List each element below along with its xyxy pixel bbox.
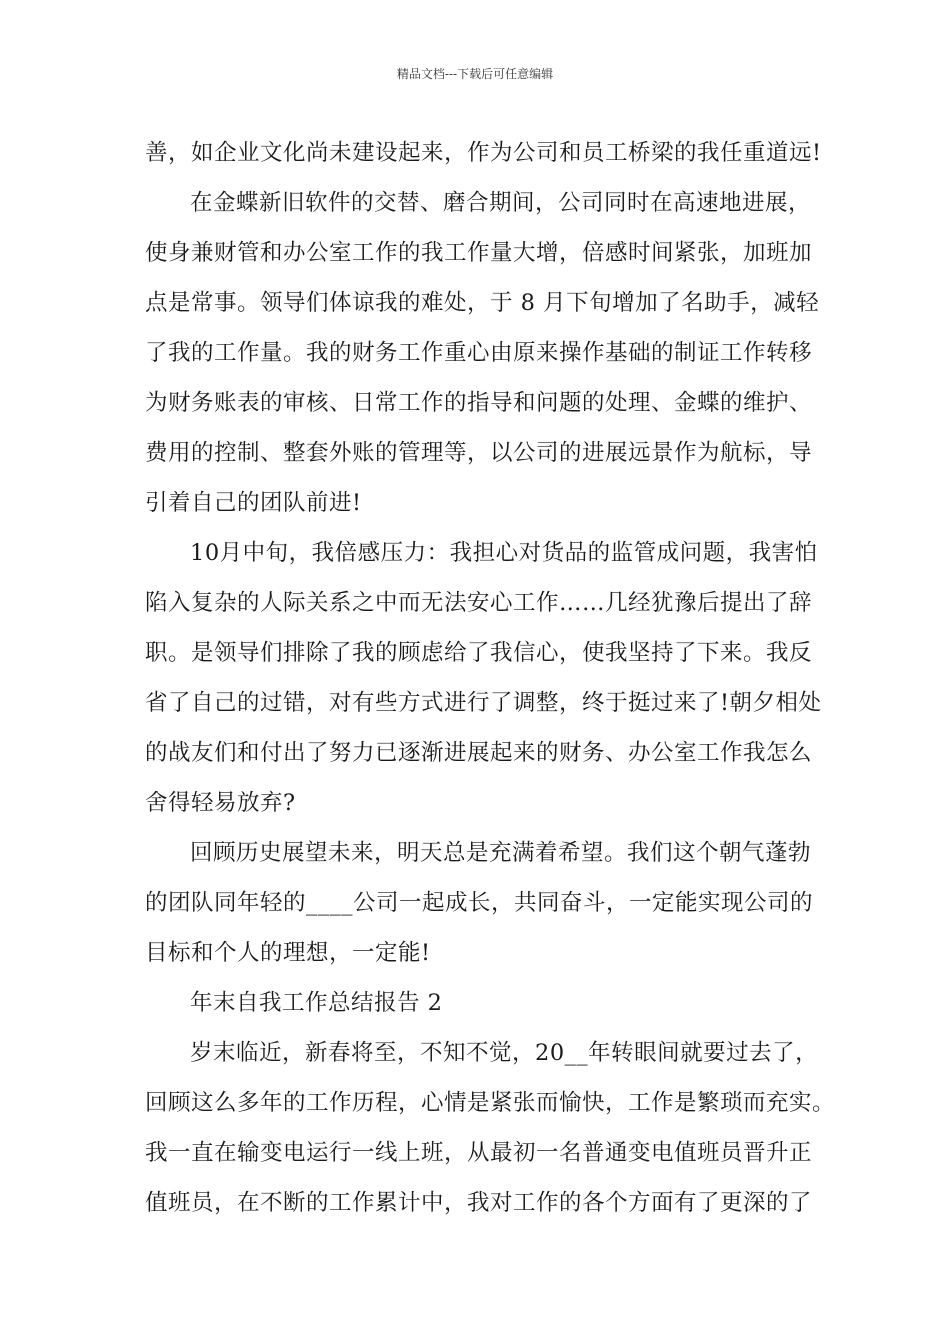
text-line: 陷入复杂的人际关系之中而无法安心工作……几经犹豫后提出了辞 xyxy=(145,590,813,616)
text-line: 我一直在输变电运行一线上班，从最初一名普通变电值班员晋升正 xyxy=(145,1140,813,1166)
text-line: 舍得轻易放弃? xyxy=(145,790,296,816)
text-line: 目标和个人的理想，一定能! xyxy=(145,940,431,966)
text-line: 点是常事。领导们体谅我的难处，于 8 月下旬增加了名助手，减轻 xyxy=(145,290,820,316)
text-line: 了我的工作量。我的财务工作重心由原来操作基础的制证工作转移 xyxy=(145,340,813,366)
text-line: 的战友们和付出了努力已逐渐进展起来的财务、办公室工作我怎么 xyxy=(145,740,813,766)
text-line: 值班员，在不断的工作累计中，我对工作的各个方面有了更深的了 xyxy=(145,1190,813,1216)
text-line: 职。是领导们排除了我的顾虑给了我信心，使我坚持了下来。我反 xyxy=(145,640,813,666)
page-header: 精品文档---下载后可任意编辑 xyxy=(396,67,554,81)
text-line: 引着自己的团队前进! xyxy=(145,490,362,516)
text-line: 回顾这么多年的工作历程，心情是紧张而愉快，工作是繁琐而充实。 xyxy=(145,1090,836,1116)
text-line: 善，如企业文化尚未建设起来，作为公司和员工桥梁的我任重道远! xyxy=(145,140,822,166)
text-line: 为财务账表的审核、日常工作的指导和问题的处理、金蝶的维护、 xyxy=(145,390,813,416)
text-line: 岁末临近，新春将至，不知不觉，20__年转眼间就要过去了， xyxy=(190,1040,819,1066)
text-line: 使身兼财管和办公室工作的我工作量大增，倍感时间紧张，加班加 xyxy=(145,240,813,266)
text-line: 的团队同年轻的____公司一起成长，共同奋斗，一定能实现公司的 xyxy=(145,890,814,916)
text-line: 10月中旬，我倍感压力：我担心对货品的监管成问题，我害怕 xyxy=(190,540,818,566)
text-line: 回顾历史展望未来，明天总是充满着希望。我们这个朝气蓬勃 xyxy=(190,840,812,866)
text-line: 费用的控制、整套外账的管理等，以公司的进展远景作为航标，导 xyxy=(145,440,813,466)
section-heading: 年末自我工作总结报告 2 xyxy=(190,990,443,1016)
text-line: 在金蝶新旧软件的交替、磨合期间，公司同时在高速地进展， xyxy=(190,190,812,216)
document-body xyxy=(145,128,836,1228)
text-line: 省了自己的过错，对有些方式进行了调整，终于挺过来了!朝夕相处 xyxy=(145,690,822,716)
